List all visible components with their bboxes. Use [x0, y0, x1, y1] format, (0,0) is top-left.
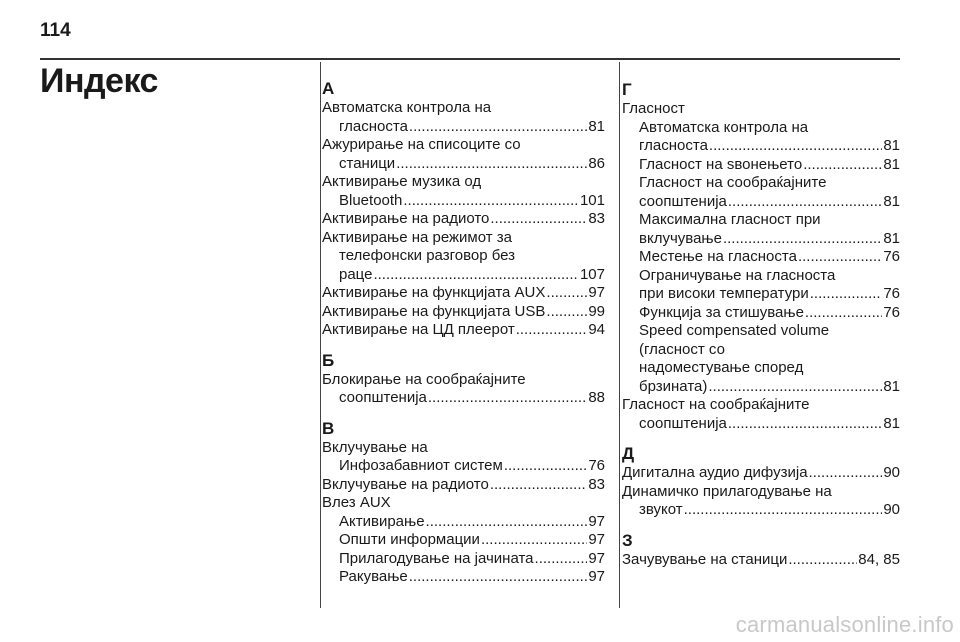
index-page-ref[interactable]: 81 [883, 192, 900, 210]
dot-leader [428, 389, 587, 408]
index-entry[interactable] [322, 439, 605, 476]
index-letter-heading: Д [622, 444, 635, 463]
index-entry-line [339, 531, 605, 550]
index-entry[interactable] [622, 464, 900, 483]
dot-leader [708, 378, 882, 397]
dot-leader [805, 304, 882, 323]
index-entry-line [639, 230, 900, 249]
index-entry-text: надоместување според [639, 359, 804, 376]
index-entry-text: Вклучување на радиото [322, 475, 489, 493]
index-entry-line [639, 137, 900, 156]
index-entry-text: Ограничување на гласноста [639, 266, 836, 284]
index-entry-line [622, 501, 900, 520]
index-entry-text: станици [339, 154, 396, 172]
index-entry-line [339, 568, 605, 587]
index-entry[interactable] [622, 396, 900, 433]
watermark: carmanualsonline.info [735, 612, 954, 637]
index-entry[interactable] [322, 321, 605, 340]
index-entry-text: (гласност со [639, 340, 725, 358]
dot-leader [490, 210, 587, 229]
index-entry-text: гласноста [639, 137, 708, 154]
dot-leader [684, 501, 883, 520]
index-entry[interactable] [322, 531, 605, 550]
dot-leader [728, 193, 882, 212]
index-entry[interactable] [322, 568, 605, 587]
index-entry-line [322, 192, 605, 211]
dot-leader [373, 266, 579, 285]
index-entry[interactable] [622, 267, 900, 304]
index-entry-text: Активирање на функцијата AUX [322, 284, 546, 301]
dot-leader [809, 464, 883, 483]
dot-leader [481, 531, 587, 550]
index-page-ref[interactable]: 97 [588, 568, 605, 585]
index-column-1 [322, 79, 605, 587]
index-entry-line [322, 118, 605, 137]
index-page-ref[interactable]: 81 [883, 155, 900, 173]
index-entry-line [322, 210, 605, 229]
index-entry-line [622, 415, 900, 434]
dot-leader [546, 303, 587, 322]
index-entry-text: Инфозабавниот систем [339, 457, 503, 474]
index-page-ref[interactable]: 76 [883, 303, 900, 321]
index-page-ref[interactable]: 81 [883, 414, 900, 432]
index-page-ref[interactable]: 97 [588, 549, 605, 567]
index-page-ref[interactable]: 97 [588, 512, 605, 530]
dot-leader [728, 415, 882, 434]
index-entry[interactable] [322, 476, 605, 495]
index-entry-line [339, 513, 605, 532]
index-entry-text: Гласност на сообраќајните [639, 174, 827, 191]
index-entry[interactable] [622, 304, 900, 323]
index-entry-text: Активирање на радиото [322, 210, 490, 227]
index-entry[interactable] [622, 119, 900, 156]
index-entry[interactable] [622, 248, 900, 267]
index-entry[interactable] [322, 494, 605, 513]
index-entry-text: Гласност на сообраќајните [622, 396, 810, 413]
dot-leader [396, 155, 587, 174]
index-entry-text: Општи информации [339, 531, 480, 548]
index-entry[interactable] [622, 483, 900, 520]
index-entry-text: Функција за стишување [639, 303, 804, 321]
index-entry-line [322, 284, 605, 303]
index-entry-text: Speed compensated volume [639, 322, 830, 339]
index-entry-line [639, 285, 900, 304]
index-page-ref[interactable]: 99 [588, 302, 605, 320]
index-entry-text: Зачувување на станици [622, 550, 788, 568]
index-page-ref[interactable]: 81 [588, 117, 605, 135]
index-entry-text: Автоматска контрола на [322, 99, 492, 116]
index-letter-heading: Г [622, 80, 632, 99]
dot-leader [403, 192, 579, 211]
index-page-ref[interactable]: 90 [883, 501, 900, 518]
index-letter-heading: А [322, 79, 335, 98]
index-entry-line [639, 378, 900, 397]
dot-leader [516, 321, 588, 340]
index-entry-line [322, 321, 605, 340]
index-entry[interactable] [322, 99, 605, 136]
dot-leader [535, 550, 588, 569]
index-entry-text: Местење на гласноста [639, 248, 797, 265]
index-entry[interactable] [622, 211, 900, 248]
index-entry[interactable] [322, 550, 605, 569]
index-entry-text: Bluetooth [339, 191, 403, 209]
index-page-ref[interactable]: 97 [588, 284, 605, 301]
index-entry-line [339, 550, 605, 569]
index-entry[interactable] [622, 551, 900, 570]
dot-leader [409, 118, 587, 137]
dot-leader [504, 457, 588, 476]
index-entry-text: гласноста [339, 117, 408, 135]
index-entry-text: Ракување [339, 568, 408, 585]
dot-leader [426, 513, 588, 532]
index-entry-text: Активирање на функцијата USB [322, 302, 546, 320]
index-column-2 [622, 80, 900, 569]
index-entry-text: соопштенија [639, 414, 727, 432]
index-entry-line [322, 457, 605, 476]
index-entry-text: Активирање на ЦД плеерот [322, 321, 515, 338]
index-entry-line [639, 248, 900, 267]
index-page-ref[interactable]: 94 [588, 321, 605, 338]
index-entry[interactable] [322, 173, 605, 210]
index-entry[interactable] [322, 229, 605, 285]
index-page-ref[interactable]: 76 [883, 248, 900, 265]
index-entry-text: Вклучување на [322, 438, 428, 456]
dot-leader [788, 551, 857, 570]
index-entry-text: телефонски разговор без [339, 247, 516, 264]
index-entry[interactable] [622, 174, 900, 211]
index-entry-text: Гласност на ѕвонењето [639, 155, 803, 173]
index-entry-line [322, 303, 605, 322]
index-entry-line [322, 266, 605, 285]
index-entry-text: соопштенија [339, 389, 427, 406]
index-page-ref[interactable]: 84, 85 [858, 550, 900, 568]
index-letter-heading: В [322, 418, 335, 438]
index-entry-text: соопштенија [639, 192, 727, 210]
index-page-ref[interactable]: 81 [883, 137, 900, 154]
index-entry-line [639, 193, 900, 212]
index-entry-text: Ажурирање на списоците со [322, 136, 521, 153]
index-entry[interactable] [622, 322, 900, 396]
dot-leader [709, 137, 882, 156]
index-page-ref[interactable]: 76 [588, 457, 605, 474]
index-entry[interactable] [622, 100, 900, 119]
index-entry-line [322, 389, 605, 408]
index-entry[interactable] [322, 513, 605, 532]
index-page-ref[interactable]: 76 [883, 285, 900, 302]
header-rule [40, 58, 900, 60]
index-entry-text: Блокирање на сообраќајните [322, 370, 526, 388]
index-entry-text: Прилагодување на јачината [339, 549, 534, 567]
index-entry-line [322, 155, 605, 174]
index-entry-line [322, 476, 605, 495]
index-entry-text: Активирање [339, 512, 425, 530]
index-entry-text: Максимална гласност при [639, 211, 821, 228]
column-divider-right [619, 62, 620, 608]
index-entry-text: при високи температури [639, 285, 809, 302]
index-title: Индекс [40, 62, 158, 100]
index-entry[interactable] [322, 284, 605, 303]
dot-leader [810, 285, 883, 304]
index-entry-text: Автоматска контрола на [639, 118, 809, 136]
index-entry-text: Активирање музика од [322, 173, 482, 190]
index-page-ref[interactable]: 97 [588, 531, 605, 548]
index-entry[interactable] [322, 303, 605, 322]
index-letter-heading: Б [322, 350, 335, 370]
dot-leader [409, 568, 588, 587]
index-letter-heading: З [622, 530, 633, 550]
index-entry[interactable] [322, 371, 605, 408]
index-entry-text: раце [339, 265, 373, 283]
page-number: 114 [40, 20, 71, 41]
index-page-ref[interactable]: 81 [883, 229, 900, 247]
index-page-ref[interactable]: 101 [579, 191, 605, 209]
index-entry-line [639, 304, 900, 323]
dot-leader [490, 476, 588, 495]
index-page-ref[interactable]: 83 [588, 475, 605, 493]
index-entry-text: Динамичко прилагодување на [622, 482, 832, 500]
index-entry-text: звукот [639, 501, 683, 518]
dot-leader [803, 156, 882, 175]
index-page-ref[interactable]: 83 [588, 210, 605, 227]
column-divider-left [320, 62, 321, 608]
index-page-ref[interactable]: 81 [883, 377, 900, 395]
index-entry-text: Активирање на режимот за [322, 228, 513, 246]
index-entry-text: Влез AUX [322, 494, 391, 511]
index-entry[interactable] [322, 210, 605, 229]
dot-leader [723, 230, 882, 249]
index-entry-text: Дигитална аудио дифузија [622, 464, 808, 481]
index-entry-line [639, 156, 900, 175]
index-page-ref[interactable]: 86 [588, 154, 605, 172]
dot-leader [798, 248, 882, 267]
index-entry[interactable] [322, 136, 605, 173]
index-page-ref[interactable]: 90 [883, 464, 900, 481]
index-entry[interactable] [622, 156, 900, 175]
index-page-ref[interactable]: 88 [588, 389, 605, 406]
index-entry-line [622, 551, 900, 570]
index-entry-text: брзината) [639, 377, 708, 395]
index-entry-text: Гласност [622, 100, 685, 117]
index-entry-text: вклучување [639, 229, 722, 247]
dot-leader [546, 284, 587, 303]
index-entry-line [622, 464, 900, 483]
index-page-ref[interactable]: 107 [579, 265, 605, 283]
